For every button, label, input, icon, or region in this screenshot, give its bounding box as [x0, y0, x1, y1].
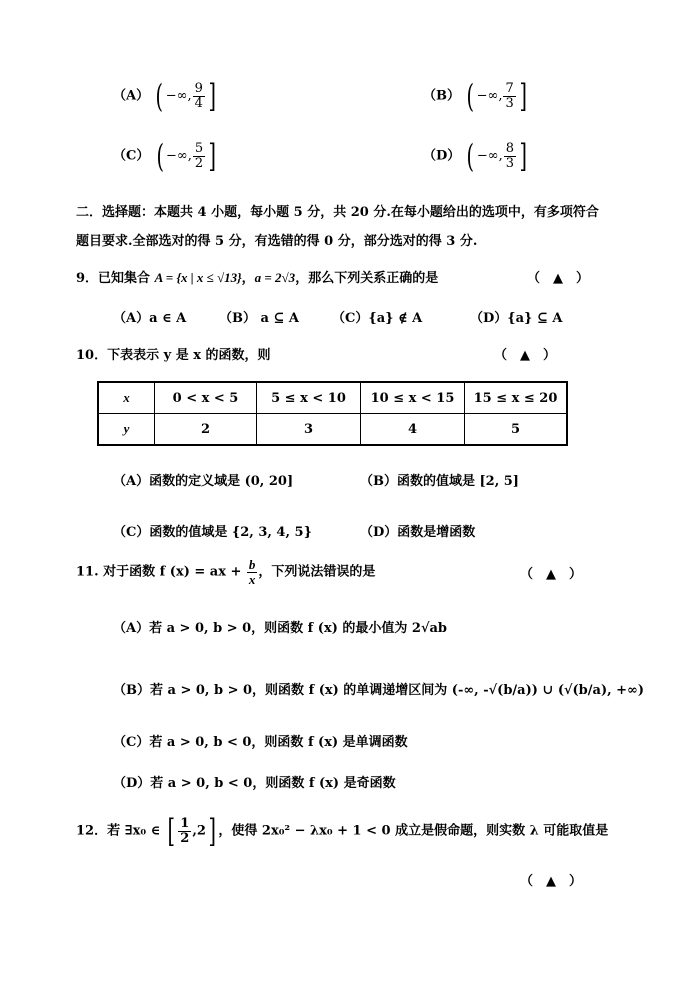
bracket-close: ] [208, 77, 216, 115]
q11-answer-blank: （ ▲ ） [520, 567, 582, 582]
bracket-open: [ [167, 812, 175, 850]
numerator: 1 [180, 815, 190, 831]
denominator: 3 [505, 155, 515, 171]
q10-option-d: （D）函数是增函数 [360, 525, 476, 540]
table-row [98, 414, 567, 446]
option-lead: −∞, [476, 148, 503, 164]
bracket-open: ( [155, 77, 164, 115]
q8-option-c [113, 137, 219, 175]
q8-option-d [423, 137, 530, 175]
bracket-open: ( [466, 77, 475, 115]
denominator: 2 [180, 830, 190, 846]
table-cell: 4 [361, 414, 465, 446]
bracket-close: ] [519, 77, 527, 115]
q9-option-c: （C）{a} ∉ A [332, 311, 423, 326]
q12-stem [76, 812, 609, 850]
table-cell: 5 [465, 414, 568, 446]
q11-option-c: （C）若 a > 0, b < 0，则函数 f (x) 是单调函数 [113, 735, 408, 750]
table-cell: 2 [155, 414, 257, 446]
q9-option-d: （D）{a} ⊆ A [470, 311, 563, 326]
section-heading-line1: 二．选择题：本题共 4 小题，每小题 5 分，共 20 分.在每小题给出的选项中，有多项符合 [76, 205, 599, 220]
q9-answer-blank: （ ▲ ） [527, 271, 589, 286]
option-label: （A） [113, 88, 150, 104]
q9-stem-text: 9．已知集合 [76, 271, 155, 286]
option-label: （B） [423, 88, 460, 104]
q9-set: A = {x | x ≤ √13} [154, 270, 242, 285]
section-heading-line2: 题目要求.全部选对的得 5 分，有选错的得 0 分，部分选对的得 3 分. [76, 234, 478, 249]
q9-stem [76, 267, 438, 286]
q11-option-a: （A）若 a > 0, b > 0，则函数 f (x) 的最小值为 2√ab [113, 621, 448, 636]
q9-option-a: （A）a ∈ A [113, 311, 187, 326]
denominator: 4 [194, 95, 203, 111]
q11-stem [76, 558, 375, 586]
bracket-open: ( [466, 137, 475, 175]
q10-answer-blank: （ ▲ ） [494, 348, 556, 363]
table-cell: 10 ≤ x < 15 [361, 382, 465, 414]
table-cell: x [98, 382, 155, 414]
table-cell: 5 ≤ x < 10 [257, 382, 361, 414]
q10-table [97, 381, 568, 446]
q11-option-b: （B）若 a > 0, b > 0，则函数 f (x) 的单调递增区间为 (-∞, -√(b/a)) ∪ (√(b/a), +∞) [113, 683, 645, 698]
denominator: 3 [505, 95, 514, 111]
q10-option-a: （A）函数的定义域是 (0, 20] [113, 474, 294, 489]
bracket-close: ] [519, 137, 528, 175]
fraction [193, 142, 205, 170]
q11-option-d: （D）若 a > 0, b < 0，则函数 f (x) 是奇函数 [113, 776, 396, 791]
q8-option-b [423, 77, 529, 115]
q12-answer-blank: （ ▲ ） [520, 874, 582, 889]
numerator: 8 [505, 140, 515, 156]
option-lead: −∞, [165, 148, 192, 164]
q10-option-b: （B）函数的值域是 [2, 5] [360, 474, 519, 489]
table-cell: y [98, 414, 155, 446]
fraction [503, 82, 515, 110]
numerator: 7 [505, 80, 514, 96]
fraction [504, 142, 516, 170]
option-lead: −∞, [476, 88, 503, 104]
option-label: （C） [113, 148, 150, 164]
bracket-open: ( [155, 137, 164, 175]
q9-stem-sep: ， [241, 271, 255, 286]
fraction [247, 558, 258, 586]
q11-stem-text: 11. 对于函数 f (x) = ax + [76, 564, 246, 580]
interval-end: ,2 [192, 823, 206, 839]
q8-option-a [113, 77, 218, 115]
option-label: （D） [423, 148, 461, 164]
bracket-close: ] [208, 812, 216, 850]
q10-option-c: （C）函数的值域是 {2, 3, 4, 5} [113, 525, 312, 540]
denominator: x [248, 571, 256, 587]
q9-option-b: （B） a ⊆ A [219, 311, 299, 326]
denominator: 2 [194, 155, 204, 171]
q12-stem-tail: ，使得 2x₀² − λx₀ + 1 < 0 成立是假命题，则实数 λ 可能取值是 [218, 823, 609, 839]
table-cell: 3 [257, 414, 361, 446]
bracket-close: ] [208, 137, 217, 175]
q9-stem-tail: ，那么下列关系正确的是 [295, 271, 439, 286]
numerator: 9 [194, 80, 203, 96]
q9-a-value: a = 2√3 [254, 270, 296, 285]
fraction [193, 82, 205, 110]
numerator: b [248, 557, 256, 572]
fraction [178, 817, 191, 845]
q10-stem: 10．下表表示 y 是 x 的函数，则 [76, 348, 271, 363]
table-row [98, 382, 567, 414]
option-lead: −∞, [165, 88, 192, 104]
q11-stem-tail: ，下列说法错误的是 [258, 564, 376, 580]
table-cell: 15 ≤ x ≤ 20 [465, 382, 568, 414]
q12-stem-text: 12．若 ∃x₀ ∈ [76, 823, 165, 839]
table-cell: 0 < x < 5 [155, 382, 257, 414]
numerator: 5 [194, 140, 204, 156]
